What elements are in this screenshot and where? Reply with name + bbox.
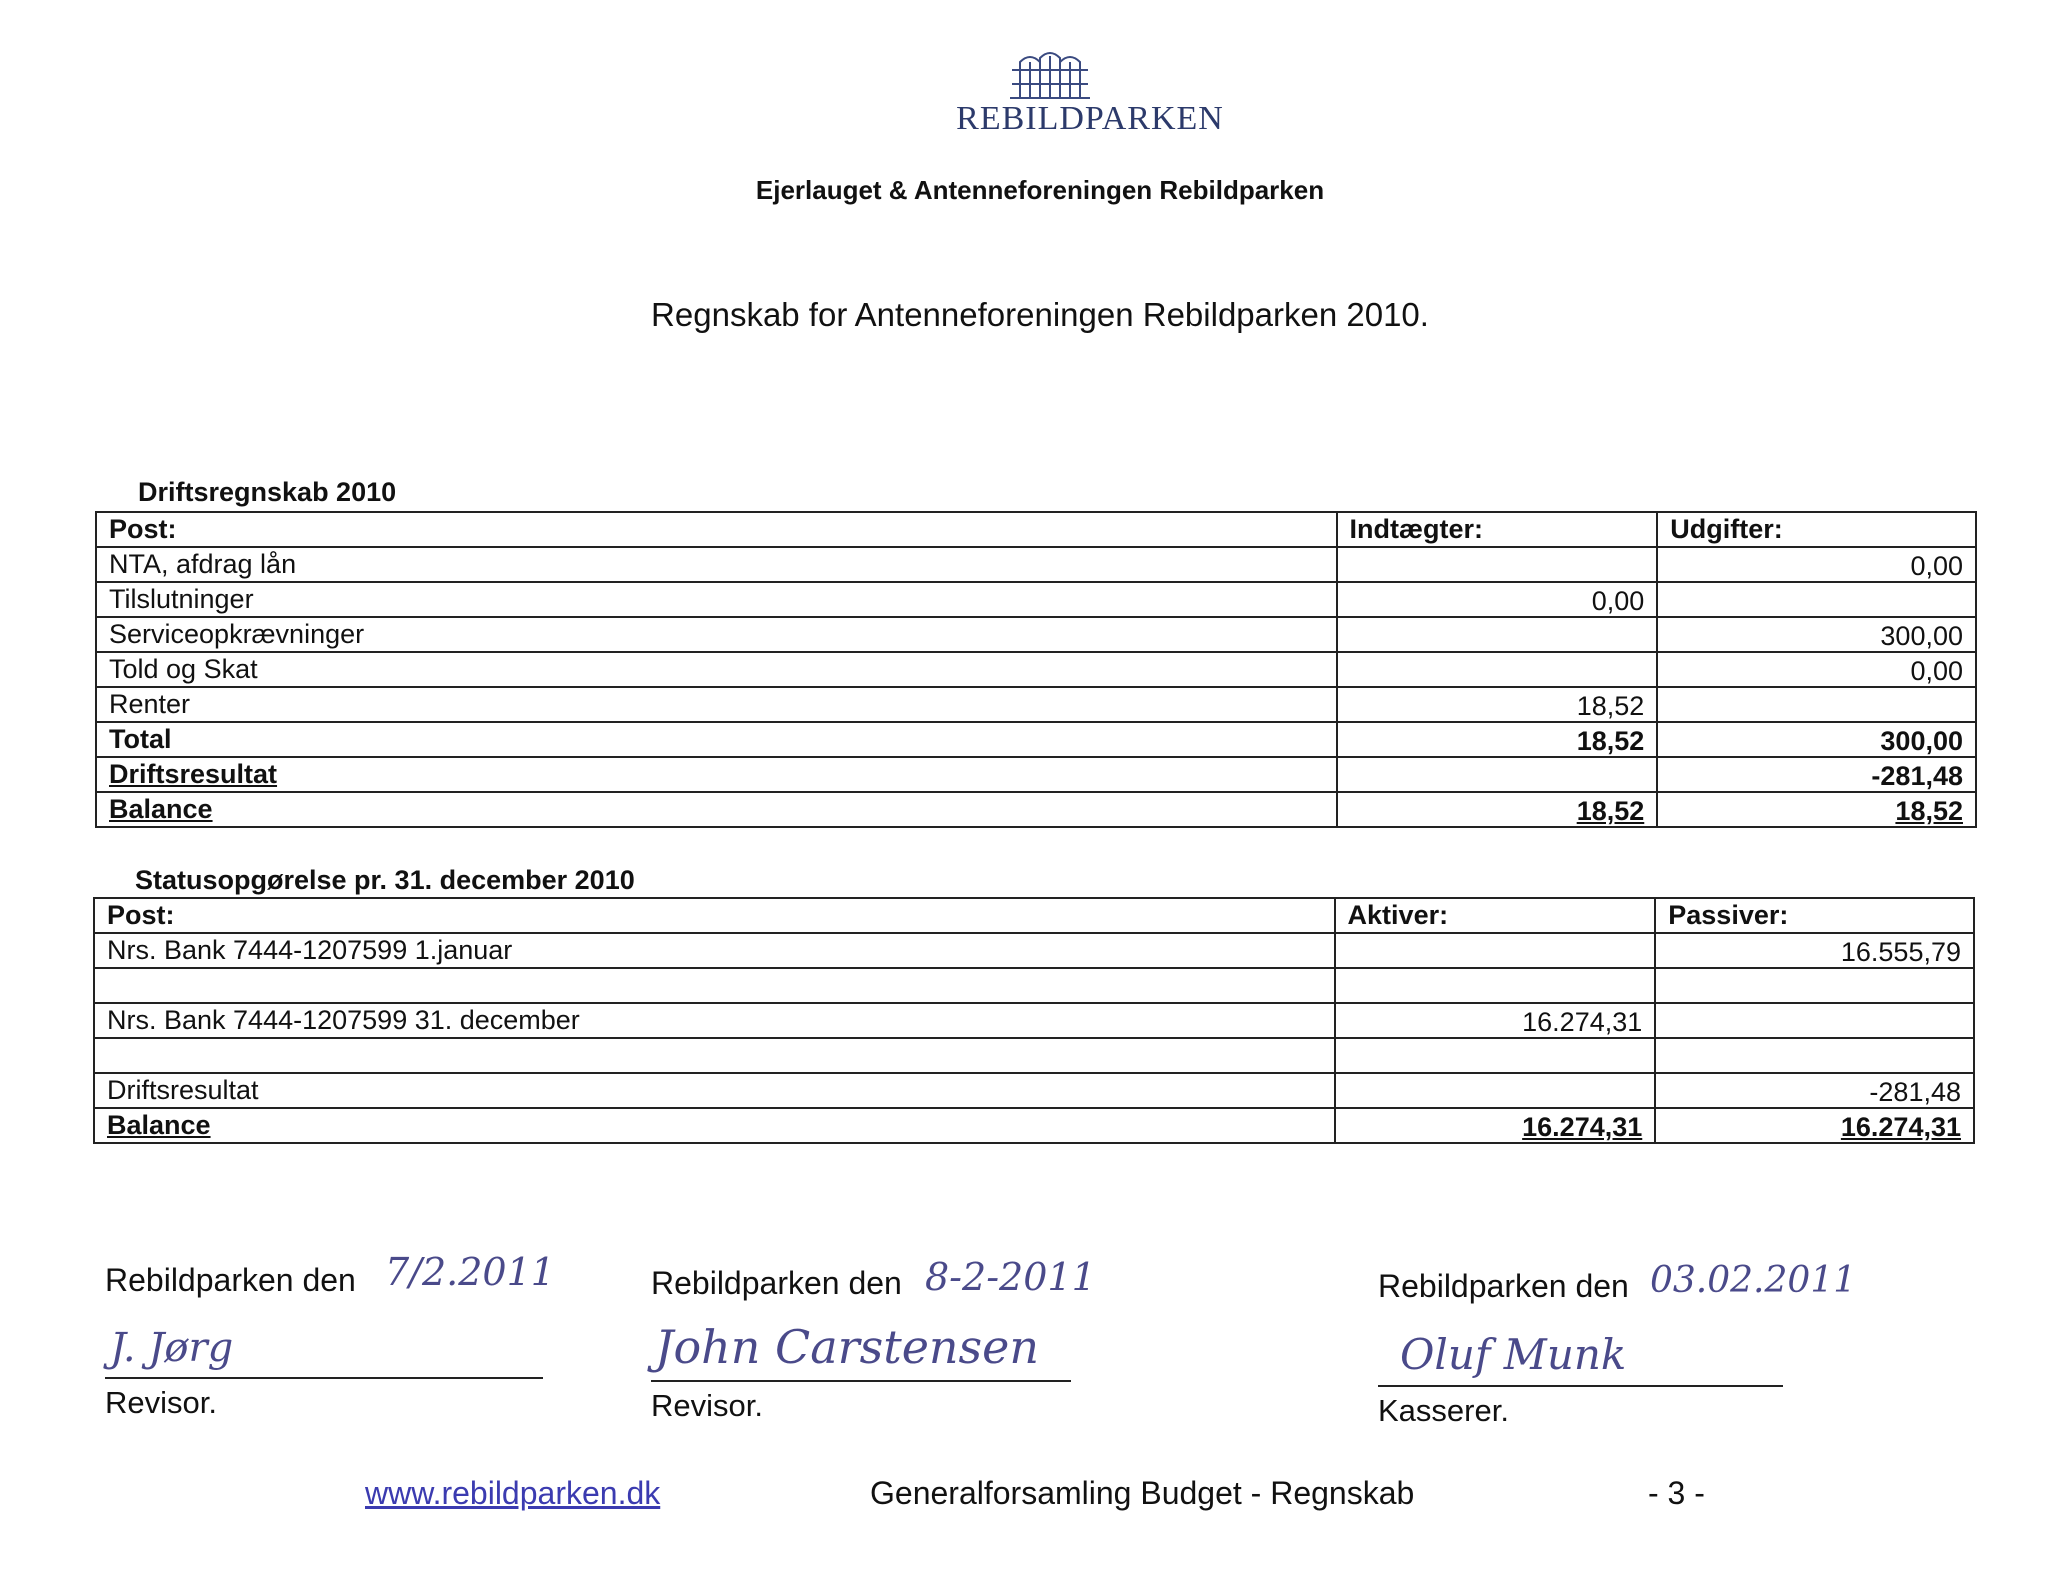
table-row xyxy=(94,1073,1974,1108)
driftsresultat-row xyxy=(96,757,1976,792)
row-indtaegter: 0,00 xyxy=(1337,582,1658,617)
statusopgoerelse-table xyxy=(93,897,1975,1144)
row-passiver: 16.274,31 xyxy=(1655,1108,1974,1143)
row-indtaegter: 18,52 xyxy=(1337,792,1658,827)
table-row xyxy=(96,652,1976,687)
row-indtaegter xyxy=(1337,652,1658,687)
signature-3-name: Oluf Munk xyxy=(1400,1330,1627,1379)
signature-2-name: John Carstensen xyxy=(655,1320,1040,1374)
row-aktiver xyxy=(1335,1038,1656,1073)
signature-3-date: 03.02.2011 xyxy=(1650,1260,1857,1301)
driftsregnskab-table xyxy=(95,511,1977,828)
row-aktiver xyxy=(1335,1073,1656,1108)
total-row xyxy=(96,722,1976,757)
column-header-udgifter: Udgifter: xyxy=(1657,512,1976,547)
row-post: Nrs. Bank 7444-1207599 31. december xyxy=(94,1003,1335,1038)
row-indtaegter xyxy=(1337,617,1658,652)
row-post: Renter xyxy=(96,687,1337,722)
rebildparken-logo-icon xyxy=(1000,48,1100,104)
organization-name: Ejerlauget & Antenneforeningen Rebildparken xyxy=(755,175,1325,205)
brand-name: REBILDPARKEN xyxy=(956,100,1224,137)
row-udgifter: 300,00 xyxy=(1657,617,1976,652)
balance-row xyxy=(94,1108,1974,1143)
table-row xyxy=(96,582,1976,617)
table-header-row xyxy=(94,898,1974,933)
balance-row xyxy=(96,792,1976,827)
table-header-row xyxy=(96,512,1976,547)
table-row xyxy=(94,933,1974,968)
column-header-post: Post: xyxy=(94,898,1335,933)
signature-3-role: Kasserer. xyxy=(1378,1393,1509,1428)
row-post: Told og Skat xyxy=(96,652,1337,687)
page-number: - 3 - xyxy=(1648,1475,1705,1511)
row-udgifter: 0,00 xyxy=(1657,547,1976,582)
row-passiver xyxy=(1655,1003,1974,1038)
row-indtaegter: 18,52 xyxy=(1337,687,1658,722)
row-post: Driftsresultat xyxy=(94,1073,1335,1108)
column-header-post: Post: xyxy=(96,512,1337,547)
row-post: Balance xyxy=(94,1108,1335,1143)
row-udgifter: -281,48 xyxy=(1657,757,1976,792)
signature-2-label: Rebildparken den xyxy=(651,1265,902,1301)
table-row xyxy=(94,1003,1974,1038)
table-row xyxy=(96,617,1976,652)
row-post: Driftsresultat xyxy=(96,757,1337,792)
row-post: Tilslutninger xyxy=(96,582,1337,617)
signature-1-name: J. Jørg xyxy=(110,1325,234,1371)
column-header-passiver: Passiver: xyxy=(1655,898,1974,933)
row-aktiver: 16.274,31 xyxy=(1335,1108,1656,1143)
row-post: Serviceopkrævninger xyxy=(96,617,1337,652)
row-passiver xyxy=(1655,968,1974,1003)
row-indtaegter: 18,52 xyxy=(1337,722,1658,757)
row-passiver xyxy=(1655,1038,1974,1073)
row-aktiver xyxy=(1335,933,1656,968)
footer-title: Generalforsamling Budget - Regnskab xyxy=(870,1475,1415,1511)
column-header-indtaegter: Indtægter: xyxy=(1337,512,1658,547)
row-udgifter xyxy=(1657,582,1976,617)
table-row xyxy=(96,687,1976,722)
row-udgifter: 18,52 xyxy=(1657,792,1976,827)
statusopgoerelse-title: Statusopgørelse pr. 31. december 2010 xyxy=(135,865,635,895)
row-post: Nrs. Bank 7444-1207599 1.januar xyxy=(94,933,1335,968)
website-link[interactable]: www.rebildparken.dk xyxy=(365,1475,661,1511)
row-post xyxy=(94,1038,1335,1073)
signature-1-date: 7/2.2011 xyxy=(385,1250,555,1294)
signature-1-role: Revisor. xyxy=(105,1385,217,1420)
row-udgifter: 0,00 xyxy=(1657,652,1976,687)
row-post: Total xyxy=(96,722,1337,757)
row-indtaegter xyxy=(1337,547,1658,582)
signature-3-label: Rebildparken den xyxy=(1378,1268,1629,1304)
table-row xyxy=(96,547,1976,582)
row-passiver: 16.555,79 xyxy=(1655,933,1974,968)
row-indtaegter xyxy=(1337,757,1658,792)
signature-2-date: 8-2-2011 xyxy=(925,1255,1096,1299)
signature-2-role: Revisor. xyxy=(651,1388,763,1423)
document-title: Regnskab for Antenneforeningen Rebildparken 2010. xyxy=(651,296,1429,333)
row-udgifter xyxy=(1657,687,1976,722)
row-udgifter: 300,00 xyxy=(1657,722,1976,757)
row-aktiver xyxy=(1335,968,1656,1003)
column-header-aktiver: Aktiver: xyxy=(1335,898,1656,933)
row-post xyxy=(94,968,1335,1003)
row-post: NTA, afdrag lån xyxy=(96,547,1337,582)
signature-1-label: Rebildparken den xyxy=(105,1262,356,1298)
table-row xyxy=(94,1038,1974,1073)
row-post: Balance xyxy=(96,792,1337,827)
table-row xyxy=(94,968,1974,1003)
row-aktiver: 16.274,31 xyxy=(1335,1003,1656,1038)
row-passiver: -281,48 xyxy=(1655,1073,1974,1108)
driftsregnskab-title: Driftsregnskab 2010 xyxy=(138,477,397,507)
